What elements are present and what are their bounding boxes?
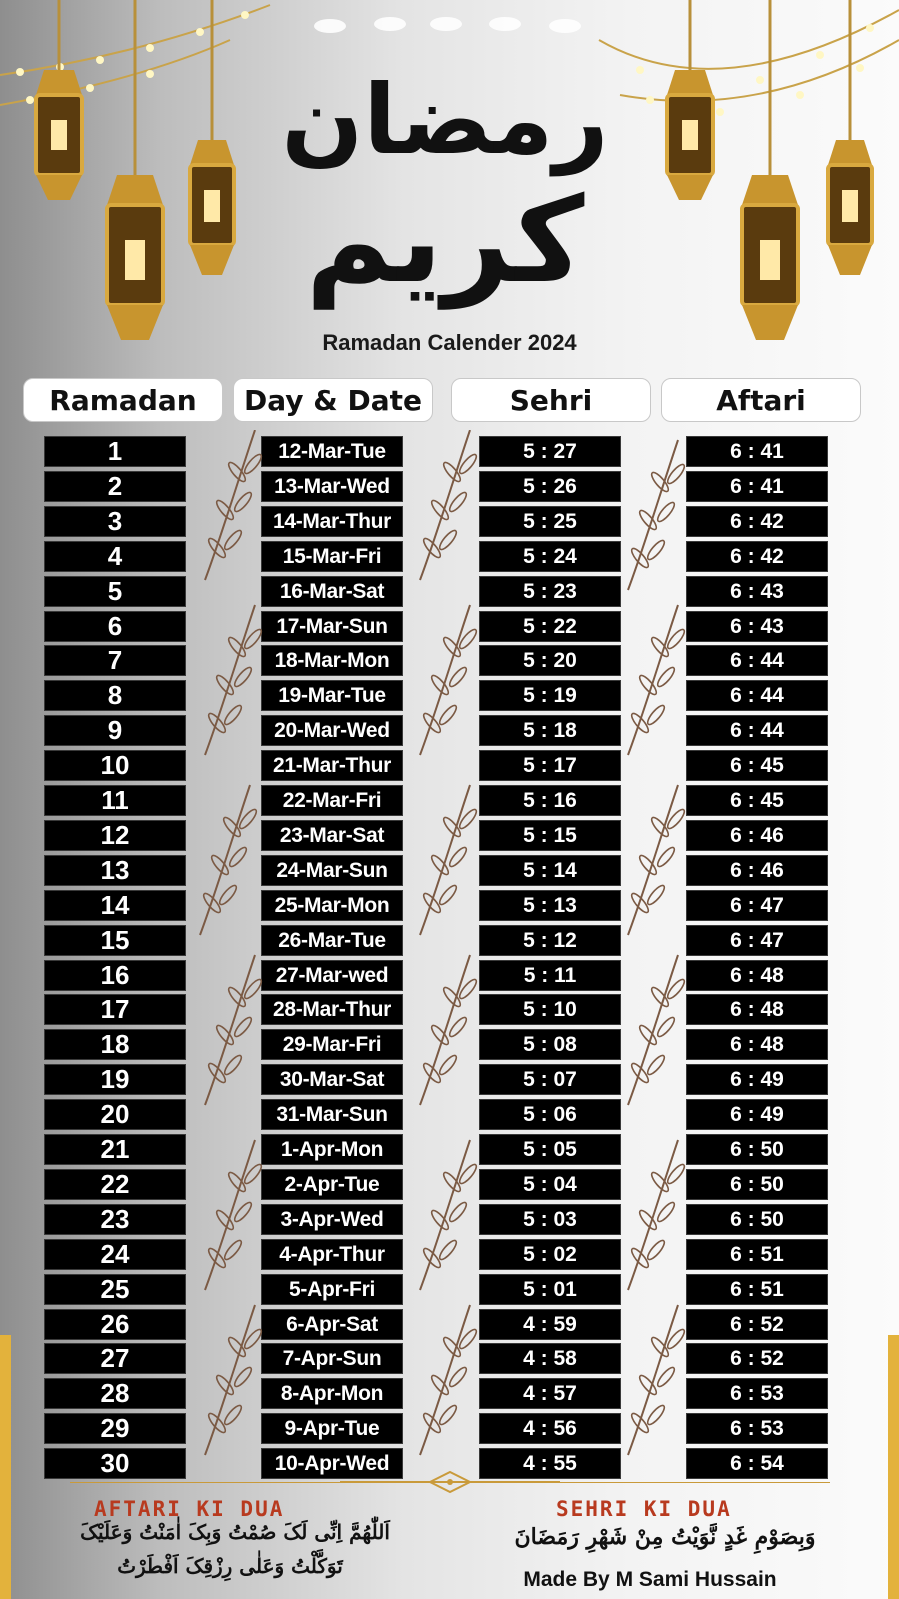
lantern-icon xyxy=(180,0,245,285)
sehri-time-cell: 5 : 06 xyxy=(479,1099,621,1130)
sehri-dua-label: SEHRI KI DUA xyxy=(556,1497,732,1521)
ramadan-day-cell: 2 xyxy=(44,471,186,502)
sehri-time-cell: 4 : 58 xyxy=(479,1343,621,1374)
day-date-cell: 30-Mar-Sat xyxy=(261,1064,403,1095)
ramadan-day-cell: 4 xyxy=(44,541,186,572)
ramadan-day-cell: 11 xyxy=(44,785,186,816)
day-date-cell: 5-Apr-Fri xyxy=(261,1274,403,1305)
day-date-cell: 13-Mar-Wed xyxy=(261,471,403,502)
sehri-time-cell: 5 : 10 xyxy=(479,994,621,1025)
sehri-time-cell: 5 : 18 xyxy=(479,715,621,746)
title-line-2: كريم xyxy=(305,171,585,309)
ramadan-day-cell: 30 xyxy=(44,1448,186,1479)
sehri-time-cell: 5 : 01 xyxy=(479,1274,621,1305)
ramadan-day-cell: 25 xyxy=(44,1274,186,1305)
ramadan-day-cell: 24 xyxy=(44,1239,186,1270)
day-date-cell: 17-Mar-Sun xyxy=(261,611,403,642)
sehri-time-cell: 5 : 08 xyxy=(479,1029,621,1060)
day-date-cell: 22-Mar-Fri xyxy=(261,785,403,816)
lantern-icon xyxy=(655,0,725,210)
sehri-time-cell: 4 : 56 xyxy=(479,1413,621,1444)
sehri-time-cell: 5 : 17 xyxy=(479,750,621,781)
aftari-time-cell: 6 : 48 xyxy=(686,1029,828,1060)
sehri-time-cell: 5 : 13 xyxy=(479,890,621,921)
ramadan-day-cell: 28 xyxy=(44,1378,186,1409)
ramadan-day-cell: 17 xyxy=(44,994,186,1025)
gold-side-bar xyxy=(888,1335,899,1599)
aftari-time-cell: 6 : 50 xyxy=(686,1169,828,1200)
column-header-aftari: Aftari xyxy=(661,378,861,422)
sehri-time-cell: 4 : 57 xyxy=(479,1378,621,1409)
aftari-time-cell: 6 : 53 xyxy=(686,1413,828,1444)
day-date-cell: 10-Apr-Wed xyxy=(261,1448,403,1479)
sehri-time-cell: 5 : 04 xyxy=(479,1169,621,1200)
sehri-time-cell: 5 : 26 xyxy=(479,471,621,502)
aftari-dua-line-2: تَوَکَّلْتُ وَعَلٰی رِزْقِکَ اَفْطَرْتُ xyxy=(117,1554,343,1578)
ramadan-day-cell: 7 xyxy=(44,645,186,676)
aftari-time-cell: 6 : 52 xyxy=(686,1309,828,1340)
aftari-time-cell: 6 : 43 xyxy=(686,576,828,607)
gold-side-bar xyxy=(0,1335,11,1599)
day-date-cell: 12-Mar-Tue xyxy=(261,436,403,467)
sehri-time-cell: 5 : 02 xyxy=(479,1239,621,1270)
day-date-cell: 26-Mar-Tue xyxy=(261,925,403,956)
column-header-sehri: Sehri xyxy=(451,378,651,422)
aftari-dua-label: AFTARI KI DUA xyxy=(94,1497,285,1521)
aftari-dua-line-1: اَللّٰهُمَّ اِنِّی لَکَ صُمْتُ وَبِکَ اٰمَنْتُ وَعَلَيْکَ xyxy=(80,1520,390,1544)
ramadan-day-cell: 13 xyxy=(44,855,186,886)
ramadan-day-cell: 3 xyxy=(44,506,186,537)
aftari-time-cell: 6 : 52 xyxy=(686,1343,828,1374)
aftari-time-cell: 6 : 46 xyxy=(686,855,828,886)
sehri-time-cell: 5 : 07 xyxy=(479,1064,621,1095)
ramadan-day-cell: 22 xyxy=(44,1169,186,1200)
sehri-time-cell: 5 : 12 xyxy=(479,925,621,956)
aftari-time-cell: 6 : 45 xyxy=(686,750,828,781)
ramadan-day-cell: 16 xyxy=(44,960,186,991)
title-line-1: رمضان xyxy=(281,64,609,176)
ramadan-day-cell: 9 xyxy=(44,715,186,746)
day-date-cell: 31-Mar-Sun xyxy=(261,1099,403,1130)
aftari-time-cell: 6 : 49 xyxy=(686,1064,828,1095)
sehri-time-cell: 5 : 05 xyxy=(479,1134,621,1165)
sehri-time-cell: 5 : 16 xyxy=(479,785,621,816)
leaf-branch-decoration xyxy=(0,430,899,1470)
ramadan-day-cell: 15 xyxy=(44,925,186,956)
sehri-time-cell: 5 : 25 xyxy=(479,506,621,537)
sehri-time-cell: 5 : 03 xyxy=(479,1204,621,1235)
sehri-time-cell: 5 : 24 xyxy=(479,541,621,572)
sehri-time-cell: 5 : 19 xyxy=(479,680,621,711)
aftari-time-cell: 6 : 44 xyxy=(686,645,828,676)
aftari-time-cell: 6 : 42 xyxy=(686,506,828,537)
aftari-time-cell: 6 : 48 xyxy=(686,960,828,991)
ramadan-day-cell: 23 xyxy=(44,1204,186,1235)
sehri-time-cell: 4 : 55 xyxy=(479,1448,621,1479)
aftari-time-cell: 6 : 44 xyxy=(686,715,828,746)
ramadan-day-cell: 14 xyxy=(44,890,186,921)
sehri-time-cell: 5 : 22 xyxy=(479,611,621,642)
lantern-icon xyxy=(818,0,883,285)
aftari-time-cell: 6 : 54 xyxy=(686,1448,828,1479)
day-date-cell: 19-Mar-Tue xyxy=(261,680,403,711)
ramadan-day-cell: 5 xyxy=(44,576,186,607)
day-date-cell: 27-Mar-wed xyxy=(261,960,403,991)
ramadan-day-cell: 20 xyxy=(44,1099,186,1130)
ramadan-day-cell: 1 xyxy=(44,436,186,467)
sehri-time-cell: 5 : 14 xyxy=(479,855,621,886)
aftari-time-cell: 6 : 48 xyxy=(686,994,828,1025)
day-date-cell: 29-Mar-Fri xyxy=(261,1029,403,1060)
sehri-time-cell: 5 : 27 xyxy=(479,436,621,467)
aftari-time-cell: 6 : 41 xyxy=(686,436,828,467)
sehri-time-cell: 5 : 20 xyxy=(479,645,621,676)
day-date-cell: 25-Mar-Mon xyxy=(261,890,403,921)
column-header-day-date: Day & Date xyxy=(233,378,433,422)
day-date-cell: 23-Mar-Sat xyxy=(261,820,403,851)
ramadan-day-cell: 29 xyxy=(44,1413,186,1444)
day-date-cell: 8-Apr-Mon xyxy=(261,1378,403,1409)
sehri-time-cell: 5 : 15 xyxy=(479,820,621,851)
ramadan-day-cell: 18 xyxy=(44,1029,186,1060)
ramadan-day-cell: 26 xyxy=(44,1309,186,1340)
lantern-icon xyxy=(730,0,810,350)
day-date-cell: 18-Mar-Mon xyxy=(261,645,403,676)
sehri-time-cell: 5 : 11 xyxy=(479,960,621,991)
column-header-ramadan: Ramadan xyxy=(23,378,223,422)
lantern-icon xyxy=(95,0,175,350)
ramadan-kareem-calligraphy xyxy=(255,40,635,330)
aftari-time-cell: 6 : 51 xyxy=(686,1274,828,1305)
ramadan-day-cell: 8 xyxy=(44,680,186,711)
aftari-time-cell: 6 : 53 xyxy=(686,1378,828,1409)
sehri-time-cell: 4 : 59 xyxy=(479,1309,621,1340)
ramadan-day-cell: 10 xyxy=(44,750,186,781)
day-date-cell: 3-Apr-Wed xyxy=(261,1204,403,1235)
ramadan-day-cell: 6 xyxy=(44,611,186,642)
ramadan-day-cell: 19 xyxy=(44,1064,186,1095)
sehri-dua-text: وَبِصَوْمِ غَدٍ نَّوَيْتُ مِنْ شَهْرِ رَمَضَانَ xyxy=(514,1524,816,1550)
day-date-cell: 16-Mar-Sat xyxy=(261,576,403,607)
aftari-time-cell: 6 : 50 xyxy=(686,1204,828,1235)
credit-text: Made By M Sami Hussain xyxy=(523,1568,777,1591)
aftari-time-cell: 6 : 49 xyxy=(686,1099,828,1130)
lantern-icon xyxy=(24,0,94,210)
aftari-time-cell: 6 : 42 xyxy=(686,541,828,572)
divider-line xyxy=(500,1482,830,1483)
ramadan-day-cell: 12 xyxy=(44,820,186,851)
day-date-cell: 2-Apr-Tue xyxy=(261,1169,403,1200)
day-date-cell: 4-Apr-Thur xyxy=(261,1239,403,1270)
aftari-time-cell: 6 : 50 xyxy=(686,1134,828,1165)
ramadan-day-cell: 21 xyxy=(44,1134,186,1165)
divider-line xyxy=(70,1482,400,1483)
day-date-cell: 15-Mar-Fri xyxy=(261,541,403,572)
sehri-time-cell: 5 : 23 xyxy=(479,576,621,607)
calendar-subtitle: Ramadan Calender 2024 xyxy=(322,330,577,355)
day-date-cell: 28-Mar-Thur xyxy=(261,994,403,1025)
ramadan-day-cell: 27 xyxy=(44,1343,186,1374)
day-date-cell: 24-Mar-Sun xyxy=(261,855,403,886)
aftari-time-cell: 6 : 46 xyxy=(686,820,828,851)
day-date-cell: 20-Mar-Wed xyxy=(261,715,403,746)
aftari-time-cell: 6 : 47 xyxy=(686,925,828,956)
aftari-time-cell: 6 : 47 xyxy=(686,890,828,921)
aftari-time-cell: 6 : 45 xyxy=(686,785,828,816)
day-date-cell: 6-Apr-Sat xyxy=(261,1309,403,1340)
aftari-time-cell: 6 : 41 xyxy=(686,471,828,502)
day-date-cell: 1-Apr-Mon xyxy=(261,1134,403,1165)
day-date-cell: 14-Mar-Thur xyxy=(261,506,403,537)
aftari-time-cell: 6 : 51 xyxy=(686,1239,828,1270)
day-date-cell: 7-Apr-Sun xyxy=(261,1343,403,1374)
day-date-cell: 9-Apr-Tue xyxy=(261,1413,403,1444)
day-date-cell: 21-Mar-Thur xyxy=(261,750,403,781)
aftari-time-cell: 6 : 44 xyxy=(686,680,828,711)
aftari-time-cell: 6 : 43 xyxy=(686,611,828,642)
